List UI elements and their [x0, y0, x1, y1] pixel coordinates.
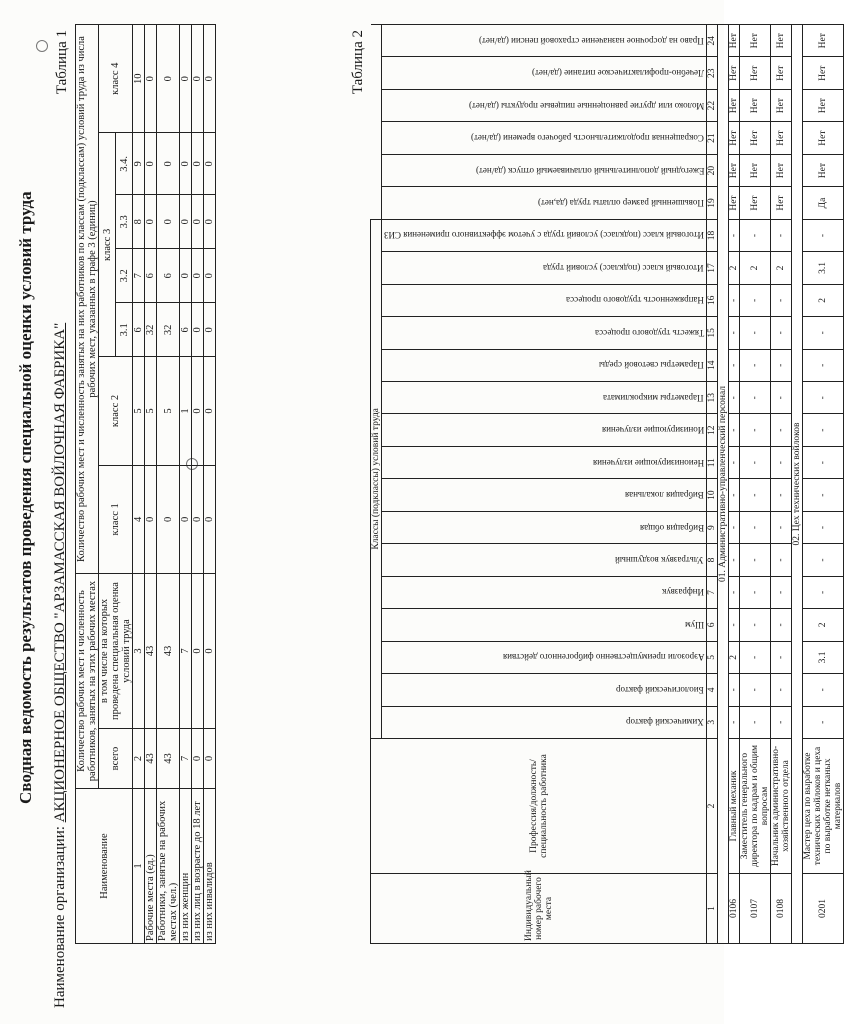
t2-cell: Нет — [803, 154, 844, 186]
t1-cell: 0 — [192, 195, 204, 249]
t1-row — [192, 25, 204, 944]
t2-num: 9 — [707, 511, 718, 543]
t2-cell: - — [803, 706, 844, 738]
t1-header-3-2: 3.2 — [116, 249, 133, 303]
t2-factor-header — [382, 57, 707, 89]
t2-cell: - — [729, 674, 740, 706]
t2-factor-label: Аэрозоли преимущественно фиброгенного действия — [502, 652, 704, 663]
t2-num: 20 — [707, 154, 718, 186]
t1-row — [180, 25, 192, 944]
t2-factor-header — [382, 382, 707, 414]
t1-cell: 0 — [180, 465, 192, 573]
t2-factor-label: Вибрация локальная — [625, 490, 704, 501]
t1-row-name: из них инвалидов — [204, 789, 216, 944]
t2-cell: - — [729, 544, 740, 576]
t2-cell: - — [771, 349, 792, 381]
t2-cell: - — [771, 317, 792, 349]
t2-cell: 3.1 — [803, 641, 844, 673]
t1-cell: 0 — [145, 133, 157, 195]
table1-caption: Таблица 1 — [54, 30, 70, 95]
t2-factor-label: Итоговый класс (подкласс) условий труда с учетом эффективного применения СИЗ — [384, 230, 704, 241]
t1-cell: 6 — [180, 303, 192, 357]
t2-section-row — [792, 25, 803, 944]
t2-row — [729, 25, 740, 944]
t2-factor-header — [382, 122, 707, 154]
t1-header-sout: в том числе на которых проведена специальная оценка условий труда — [99, 574, 133, 729]
t2-cell: - — [729, 349, 740, 381]
t2-num: 13 — [707, 382, 718, 414]
t2-num: 21 — [707, 122, 718, 154]
t2-factor-label: Молоко или другие равноценные пищевые продукты (да/нет) — [468, 100, 704, 111]
t2-workplace-id: 0201 — [803, 874, 844, 944]
t2-cell: Нет — [771, 89, 792, 121]
t1-cell: 0 — [204, 195, 216, 249]
t1-cell: 0 — [180, 195, 192, 249]
t2-cell: - — [803, 382, 844, 414]
t2-cell: - — [729, 317, 740, 349]
t1-cell: 6 — [145, 249, 157, 303]
t2-cell: - — [729, 382, 740, 414]
t1-cell: 0 — [145, 195, 157, 249]
t1-cell: 6 — [157, 249, 180, 303]
t2-cell: - — [771, 414, 792, 446]
t2-cell: - — [771, 576, 792, 608]
t1-cell: 0 — [180, 25, 192, 133]
t2-factor-label: Параметры световой среды — [599, 360, 704, 371]
t1-cell: 32 — [145, 303, 157, 357]
document-title: Сводная ведомость результатов проведения специальной оценки условий труда — [16, 191, 35, 804]
t2-workplace-id: 0108 — [771, 874, 792, 944]
t2-num: 2 — [707, 739, 718, 874]
t2-factor-header — [382, 674, 707, 706]
t1-cell: 0 — [192, 357, 204, 465]
t2-num: 12 — [707, 414, 718, 446]
t1-cell: 0 — [204, 249, 216, 303]
t2-cell: - — [729, 576, 740, 608]
summary-table — [75, 24, 216, 944]
t2-cell: Нет — [771, 57, 792, 89]
t2-row — [771, 25, 792, 944]
t2-num: 4 — [707, 674, 718, 706]
t1-num: 7 — [133, 249, 145, 303]
t2-cell: - — [803, 317, 844, 349]
t2-cell: - — [740, 706, 771, 738]
t2-factor-label: Право на досрочное назначение страховой пенсии (да/нет) — [479, 35, 704, 46]
t2-cell: - — [771, 446, 792, 478]
t2-cell: - — [740, 576, 771, 608]
t2-factor-label: Инфразвук — [661, 587, 704, 598]
workplace-table — [370, 24, 844, 944]
t2-cell: - — [740, 609, 771, 641]
t1-row — [157, 25, 180, 944]
t2-cell: - — [729, 219, 740, 251]
t1-num: 2 — [133, 729, 145, 789]
t1-header-classes: Количество рабочих мест и численность занятых на них работников по классам (подклассам) условий труда из числа рабочих мест, указанных в графе 3 (единиц) — [76, 25, 99, 574]
t2-section-row — [718, 25, 729, 944]
t2-cell: - — [740, 674, 771, 706]
t2-profession: Главный механик — [729, 739, 740, 874]
t1-header-3-4: 3.4. — [116, 133, 133, 195]
t2-cell: - — [740, 349, 771, 381]
t1-header-class2: класс 2 — [99, 357, 133, 465]
t2-row — [803, 25, 844, 944]
t1-cell: 0 — [204, 133, 216, 195]
t2-factor-header — [382, 25, 707, 57]
t1-cell: 0 — [204, 465, 216, 573]
t2-num: 5 — [707, 641, 718, 673]
t2-factor-header — [382, 446, 707, 478]
t2-factor-header — [382, 187, 707, 219]
t2-cell: 2 — [740, 252, 771, 284]
t2-cell: Нет — [771, 25, 792, 57]
t1-cell: 0 — [192, 465, 204, 573]
t2-num: 23 — [707, 57, 718, 89]
t2-factor-label: Параметры микроклимата — [603, 392, 704, 403]
t1-cell: 0 — [204, 303, 216, 357]
t1-row — [145, 25, 157, 944]
t2-cell: Да — [803, 187, 844, 219]
t2-cell: - — [771, 641, 792, 673]
t1-num: 3 — [133, 574, 145, 729]
t2-cell: Нет — [729, 187, 740, 219]
t2-factor-header — [382, 89, 707, 121]
t2-profession: Мастер цеха по выработке технических войлоков и цеха по выработке нетканых материалов — [803, 739, 844, 874]
t2-factor-label: Вибрация общая — [639, 522, 704, 533]
t2-workplace-id: 0107 — [740, 874, 771, 944]
t2-factor-label: Ежегодный дополнительный оплачиваемый отпуск (да/нет) — [475, 165, 704, 176]
t2-cell: Нет — [740, 57, 771, 89]
t2-workplace-id: 0106 — [729, 874, 740, 944]
t2-factor-header — [382, 219, 707, 251]
t1-cell: 0 — [157, 133, 180, 195]
t2-factor-label: Итоговый класс (подкласс) условий труда — [543, 262, 704, 273]
t2-factor-header — [382, 252, 707, 284]
t1-cell: 0 — [192, 729, 204, 789]
t2-num: 10 — [707, 479, 718, 511]
t2-cell: 2 — [729, 252, 740, 284]
t2-cell: 2 — [803, 284, 844, 316]
t1-cell: 7 — [180, 729, 192, 789]
t2-cell: - — [740, 446, 771, 478]
t2-cell: - — [729, 284, 740, 316]
t2-cell: - — [803, 511, 844, 543]
t2-cell: Нет — [740, 154, 771, 186]
t2-factor-label: Химический фактор — [626, 717, 704, 728]
t2-profession: Заместитель генерального директора по кадрам и общим вопросам — [740, 739, 771, 874]
t1-row-name: Рабочие места (ед.) — [145, 789, 157, 944]
t2-cell: - — [740, 511, 771, 543]
t2-cell: Нет — [803, 89, 844, 121]
t1-header-name: Наименование — [76, 789, 133, 944]
t2-header-classes: Классы (подклассы) условий труда — [371, 219, 382, 738]
t2-num: 6 — [707, 609, 718, 641]
t1-num: 8 — [133, 195, 145, 249]
t2-cell: - — [771, 511, 792, 543]
t2-factor-label: Повышенный размер оплаты труда (да,нет) — [538, 198, 704, 209]
t2-num: 7 — [707, 576, 718, 608]
t2-cell: - — [729, 511, 740, 543]
t2-cell: Нет — [803, 122, 844, 154]
t2-num: 22 — [707, 89, 718, 121]
t2-cell: - — [771, 706, 792, 738]
t2-cell: - — [740, 284, 771, 316]
t1-row-name: из них лиц в возрасте до 18 лет — [192, 789, 204, 944]
t1-cell: 5 — [145, 357, 157, 465]
t2-cell: - — [803, 544, 844, 576]
t1-cell: 0 — [192, 25, 204, 133]
t2-cell: - — [771, 219, 792, 251]
t1-header-total: всего — [99, 729, 133, 789]
t2-factor-header — [382, 511, 707, 543]
t2-factor-label: Биологический фактор — [616, 684, 704, 695]
t2-cell: - — [771, 609, 792, 641]
t2-factor-header — [382, 706, 707, 738]
t2-cell: 2 — [729, 641, 740, 673]
t2-cell: Нет — [729, 154, 740, 186]
t1-header-class3: класс 3 — [99, 133, 116, 357]
t2-factor-label: Тяжесть трудового процесса — [594, 327, 704, 338]
t2-cell: - — [803, 674, 844, 706]
t2-cell: - — [803, 349, 844, 381]
t2-factor-header — [382, 641, 707, 673]
organization-label: Наименование организации: — [52, 826, 68, 1008]
organization-name: АКЦИОНЕРНОЕ ОБЩЕСТВО "АРЗАМАССКАЯ ВОЙЛОЧНАЯ ФАБРИКА" — [52, 322, 68, 823]
t2-row — [740, 25, 771, 944]
t2-cell: - — [740, 479, 771, 511]
t1-cell: 32 — [157, 303, 180, 357]
table2-caption: Таблица 2 — [350, 30, 366, 95]
t2-factor-label: Шум — [684, 619, 704, 630]
t1-cell: 0 — [157, 465, 180, 573]
t2-factor-header — [382, 284, 707, 316]
t2-cell: Нет — [740, 122, 771, 154]
t1-header-class1: класс 1 — [99, 465, 133, 573]
t2-cell: - — [729, 479, 740, 511]
t2-cell: Нет — [740, 89, 771, 121]
t1-header-3-3: 3.3 — [116, 195, 133, 249]
t1-cell: 0 — [145, 465, 157, 573]
t2-num: 11 — [707, 446, 718, 478]
t1-cell: 0 — [180, 249, 192, 303]
t2-header-blank — [371, 25, 382, 220]
t2-cell: 2 — [803, 609, 844, 641]
t1-cell: 0 — [180, 133, 192, 195]
t2-factor-label: Напряженность трудового процесса — [566, 295, 704, 306]
t2-cell: - — [740, 414, 771, 446]
t2-cell: Нет — [771, 122, 792, 154]
t2-num: 16 — [707, 284, 718, 316]
t2-section-title: 01. Административно-управленческий персонал — [718, 25, 729, 944]
t1-cell: 0 — [204, 25, 216, 133]
t2-cell: - — [771, 284, 792, 316]
t2-factor-label: Лечебно-профилактическое питание (да/нет) — [531, 68, 704, 79]
t2-factor-header — [382, 479, 707, 511]
t1-num: 10 — [133, 25, 145, 133]
t2-factor-label: Ультразвук воздушный — [615, 555, 704, 566]
t2-factor-header — [382, 576, 707, 608]
t1-num: 1 — [133, 789, 145, 944]
t2-cell: Нет — [729, 122, 740, 154]
organization-line — [52, 323, 69, 1008]
t1-header-class4: класс 4 — [99, 25, 133, 133]
t2-cell: - — [771, 382, 792, 414]
t2-cell: - — [771, 544, 792, 576]
t2-header-id: Индивидуальный номер рабочего места — [371, 874, 707, 944]
t2-num: 24 — [707, 25, 718, 57]
t2-cell: - — [729, 706, 740, 738]
t2-cell: Нет — [803, 57, 844, 89]
t2-cell: - — [771, 674, 792, 706]
t1-header-3-1: 3.1 — [116, 303, 133, 357]
t2-cell: - — [740, 317, 771, 349]
t1-row-name: из них женщин — [180, 789, 192, 944]
t2-number-row — [707, 25, 718, 944]
t1-num: 4 — [133, 465, 145, 573]
t1-cell: 0 — [145, 25, 157, 133]
t2-cell: Нет — [729, 25, 740, 57]
t2-cell: - — [729, 446, 740, 478]
t2-factor-header — [382, 154, 707, 186]
t2-cell: Нет — [771, 154, 792, 186]
t1-cell: 43 — [157, 574, 180, 729]
t1-cell: 0 — [192, 133, 204, 195]
t1-num: 5 — [133, 357, 145, 465]
t1-row — [204, 25, 216, 944]
t1-cell: 43 — [157, 729, 180, 789]
t2-cell: - — [803, 446, 844, 478]
t2-cell: 3.1 — [803, 252, 844, 284]
t2-cell: Нет — [729, 57, 740, 89]
t2-factor-label: Неионизирующие излучения — [592, 457, 704, 468]
t2-factor-header — [382, 414, 707, 446]
t1-cell: 1 — [180, 357, 192, 465]
t2-cell: - — [740, 382, 771, 414]
t1-cell: 0 — [204, 729, 216, 789]
t1-cell: 0 — [157, 25, 180, 133]
t2-cell: - — [803, 479, 844, 511]
t1-cell: 43 — [145, 574, 157, 729]
t2-factor-label: Сокращенная продолжительность рабочего времени (да/нет) — [471, 133, 704, 144]
t2-section-title: 02. Цех технических войлоков — [792, 25, 803, 944]
t2-cell: - — [740, 544, 771, 576]
t1-cell: 0 — [157, 195, 180, 249]
t2-num: 19 — [707, 187, 718, 219]
t2-factor-header — [382, 609, 707, 641]
t2-num: 3 — [707, 706, 718, 738]
t2-profession: Начальник административно-хозяйственного отдела — [771, 739, 792, 874]
t1-header-count: Количество рабочих мест и численность работников, занятых на этих рабочих местах — [76, 574, 99, 789]
t2-cell: - — [771, 479, 792, 511]
t2-num: 8 — [707, 544, 718, 576]
t1-cell: 0 — [192, 303, 204, 357]
t2-header-profession: Профессия/должность/специальность работника — [371, 739, 707, 874]
t2-cell: - — [729, 414, 740, 446]
t2-num: 17 — [707, 252, 718, 284]
t2-cell: - — [740, 219, 771, 251]
t2-factor-header — [382, 349, 707, 381]
t1-row-name: Работники, занятые на рабочих местах (чел.) — [157, 789, 180, 944]
t2-cell: 2 — [771, 252, 792, 284]
t2-num: 15 — [707, 317, 718, 349]
t1-cell: 0 — [204, 357, 216, 465]
t2-cell: Нет — [771, 187, 792, 219]
t1-cell: 0 — [192, 574, 204, 729]
t2-cell: - — [729, 609, 740, 641]
t1-number-row — [133, 25, 145, 944]
t2-num: 18 — [707, 219, 718, 251]
t2-num: 1 — [707, 874, 718, 944]
t2-cell: Нет — [729, 89, 740, 121]
t1-cell: 0 — [192, 249, 204, 303]
t2-cell: Нет — [803, 25, 844, 57]
t2-factor-header — [382, 317, 707, 349]
t2-cell: Нет — [740, 187, 771, 219]
t2-num: 14 — [707, 349, 718, 381]
t1-cell: 43 — [145, 729, 157, 789]
t2-cell: Нет — [740, 25, 771, 57]
t2-cell: - — [740, 641, 771, 673]
t2-factor-header — [382, 544, 707, 576]
t2-cell: - — [803, 414, 844, 446]
t1-cell: 0 — [204, 574, 216, 729]
t2-cell: - — [803, 219, 844, 251]
t2-cell: - — [803, 576, 844, 608]
t1-cell: 5 — [157, 357, 180, 465]
t1-num: 6 — [133, 303, 145, 357]
t1-num: 9 — [133, 133, 145, 195]
t2-factor-label: Ионизирующие излучения — [601, 425, 704, 436]
t1-cell: 7 — [180, 574, 192, 729]
